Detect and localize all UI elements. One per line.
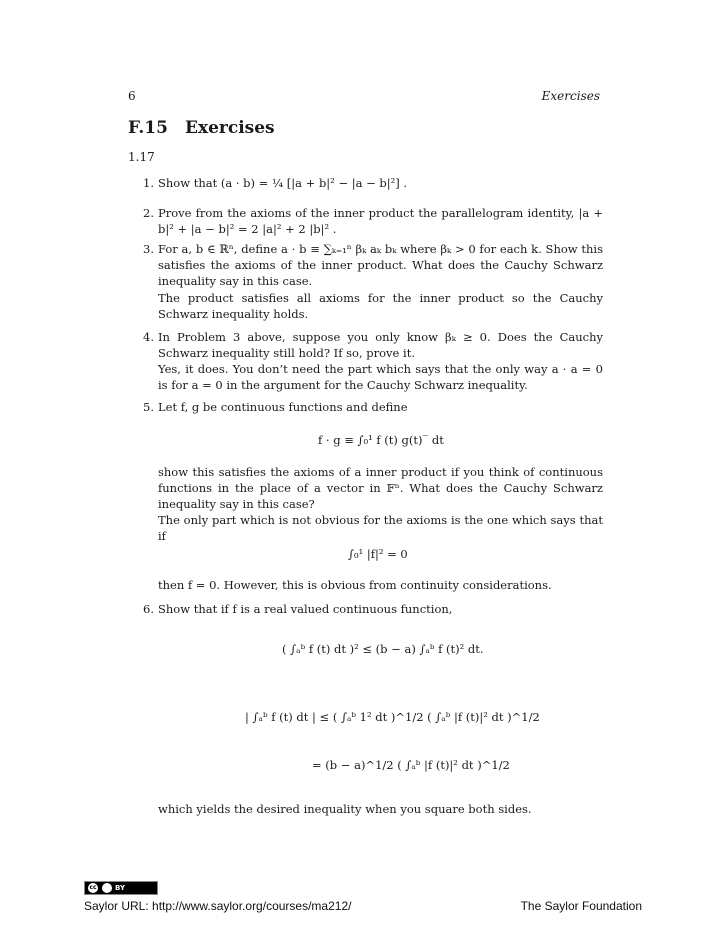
- equation-inequality: ( ∫ₐᵇ f (t) dt )² ≤ (b − a) ∫ₐᵇ f (t)² dt.: [282, 642, 484, 656]
- answer-4: Yes, it does. You don’t need the part which says that the only way a · a = 0 is for a = 0 in the argument for the Cauchy Schwarz inequality.: [158, 362, 603, 392]
- footer-url: Saylor URL: http://www.saylor.org/courses/ma212/: [84, 899, 352, 913]
- license-label: BY: [115, 884, 126, 892]
- equation-cauchy-schwarz-2: = (b − a)^1/2 ( ∫ₐᵇ |f (t)|² dt )^1/2: [312, 758, 510, 772]
- running-title: Exercises: [541, 89, 600, 103]
- exercise-1: [143, 175, 603, 191]
- item-number: 2.: [143, 206, 154, 220]
- item-text: Prove from the axioms of the inner product the parallelogram identity, |a + b|² + |a − b|² = 2 |a|² + 2 |b|² .: [158, 206, 603, 236]
- section-title: Exercises: [185, 118, 275, 138]
- page-number: 6: [128, 89, 136, 103]
- item-number: 3.: [143, 242, 154, 256]
- question-5-continued: show this satisfies the axioms of a inner product if you think of continuous functions in the place of a vector in 𝔽ⁿ. What does the Cauchy Schwarz inequality say in this case?: [158, 465, 603, 511]
- exercise-2: [143, 205, 603, 237]
- item-text: Show that if f is a real valued continuous function,: [158, 602, 453, 616]
- subsection-number: 1.17: [128, 150, 155, 164]
- answer-5-intro: The only part which is not obvious for the axioms is the one which says that if: [158, 513, 603, 543]
- equation-inner-product: f · g ≡ ∫₀¹ f (t) g(t)‾ dt: [318, 433, 444, 447]
- item-number: 4.: [143, 330, 154, 344]
- item-text: In Problem 3 above, suppose you only know βₖ ≥ 0. Does the Cauchy Schwarz inequality still hold? If so, prove it.: [158, 330, 603, 360]
- item-number: 1.: [143, 176, 154, 190]
- answer-6: which yields the desired inequality when you square both sides.: [158, 802, 532, 816]
- item-text: Show that (a · b) = ¼ [|a + b|² − |a − b|²] .: [158, 176, 408, 190]
- exercise-5: [143, 399, 603, 415]
- section-heading: [128, 118, 275, 138]
- exercise-4: [143, 329, 603, 361]
- item-number: 6.: [143, 602, 154, 616]
- exercise-6: [143, 601, 603, 617]
- item-text: Let f, g be continuous functions and define: [158, 400, 408, 414]
- item-number: 5.: [143, 400, 154, 414]
- equation-norm-zero: ∫₀¹ |f|² = 0: [348, 547, 408, 561]
- answer-3: The product satisfies all axioms for the inner product so the Cauchy Schwarz inequality holds.: [158, 291, 603, 321]
- item-text: For a, b ∈ ℝⁿ, define a · b ≡ ∑ₖ₌₁ⁿ βₖ aₖ bₖ where βₖ > 0 for each k. Show this satisfies the axioms of the inner product. What does the Cauchy Schwarz inequality say in this case.: [158, 242, 603, 288]
- cc-by-icon: cc BY: [84, 881, 158, 895]
- equation-cauchy-schwarz-1: | ∫ₐᵇ f (t) dt | ≤ ( ∫ₐᵇ 1² dt )^1/2 ( ∫ₐᵇ |f (t)|² dt )^1/2: [245, 710, 540, 724]
- exercise-3: [143, 241, 603, 289]
- section-number: F.15: [128, 118, 168, 138]
- footer-organization: The Saylor Foundation: [520, 899, 642, 913]
- answer-5-conclusion: then f = 0. However, this is obvious from continuity considerations.: [158, 578, 552, 592]
